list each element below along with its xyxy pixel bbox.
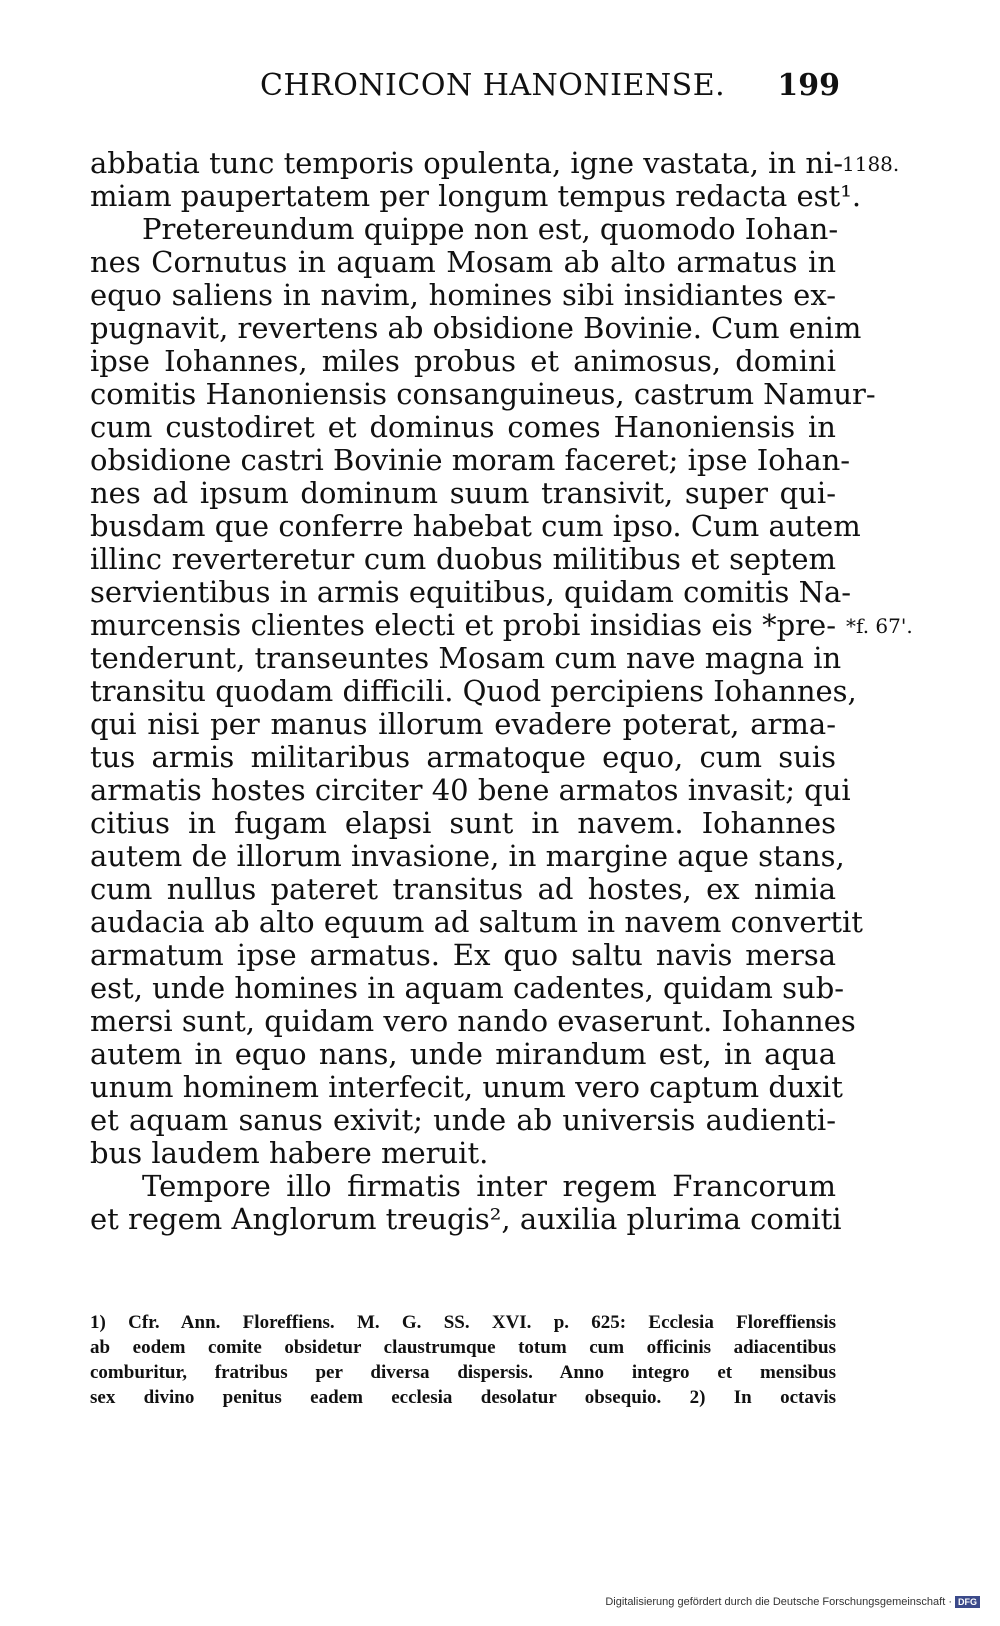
text-line: nes ad ipsum dominum suum transivit, super qui- xyxy=(90,476,836,510)
text-line: mersi sunt, quidam vero nando evaserunt. Iohannes xyxy=(90,1004,856,1038)
text-line: Tempore illo firmatis inter regem Francorum xyxy=(142,1169,836,1203)
digitization-credit xyxy=(605,1596,980,1608)
text-line: cum nullus pateret transitus ad hostes, ex nimia xyxy=(90,872,836,906)
margin-folio: *f. 67'. xyxy=(846,614,913,638)
running-title: CHRONICON HANONIENSE. xyxy=(260,68,726,103)
text-line: tenderunt, transeuntes Mosam cum nave magna in xyxy=(90,641,842,675)
dfg-logo: DFG xyxy=(955,1596,980,1608)
footnote-line: sex divino penitus eadem ecclesia desolatur obsequio. 2) In octavis xyxy=(90,1387,836,1408)
text-line: transitu quodam difficili. Quod percipiens Iohannes, xyxy=(90,674,857,708)
running-header xyxy=(240,68,840,118)
text-line: comitis Hanoniensis consanguineus, castrum Namur- xyxy=(90,377,876,411)
text-line: armatis hostes circiter 40 bene armatos invasit; qui xyxy=(90,773,851,807)
text-line: miam paupertatem per longum tempus redacta est¹. xyxy=(90,179,862,213)
text-line: busdam que conferre habebat cum ipso. Cum autem xyxy=(90,509,861,543)
footnote-line: ab eodem comite obsidetur claustrumque totum cum officinis adiacentibus xyxy=(90,1337,836,1358)
text-line: bus laudem habere meruit. xyxy=(90,1136,489,1170)
page-number: 199 xyxy=(777,68,840,103)
text-line: et aquam sanus exivit; unde ab universis audienti- xyxy=(90,1103,836,1137)
text-line: qui nisi per manus illorum evadere poterat, arma- xyxy=(90,707,836,741)
text-line: unum hominem interfecit, unum vero captum duxit xyxy=(90,1070,843,1104)
text-line: audacia ab alto equum ad saltum in navem convertit xyxy=(90,905,863,939)
text-line: armatum ipse armatus. Ex quo saltu navis mersa xyxy=(90,938,836,972)
footnote-line: comburitur, fratribus per diversa dispersis. Anno integro et mensibus xyxy=(90,1362,836,1383)
text-line: equo saliens in navim, homines sibi insidiantes ex- xyxy=(90,278,836,312)
text-line: illinc reverteretur cum duobus militibus et septem xyxy=(90,542,836,576)
text-line: abbatia tunc temporis opulenta, igne vastata, in ni- xyxy=(90,146,844,180)
credit-text: Digitalisierung gefördert durch die Deutsche Forschungsgemeinschaft · xyxy=(605,1596,952,1608)
text-line: autem in equo nans, unde mirandum est, in aqua xyxy=(90,1037,836,1071)
text-line: nes Cornutus in aquam Mosam ab alto armatus in xyxy=(90,245,836,279)
text-line: murcensis clientes electi et probi insidias eis *pre- xyxy=(90,608,836,642)
text-line: citius in fugam elapsi sunt in navem. Iohannes xyxy=(90,806,836,840)
text-line: est, unde homines in aquam cadentes, quidam sub- xyxy=(90,971,845,1005)
text-line: autem de illorum invasione, in margine aque stans, xyxy=(90,839,845,873)
text-line: cum custodiret et dominus comes Hanoniensis in xyxy=(90,410,836,444)
margin-year: 1188. xyxy=(842,152,900,176)
text-line: obsidione castri Bovinie moram faceret; ipse Iohan- xyxy=(90,443,851,477)
footnote-line: 1) Cfr. Ann. Floreffiens. M. G. SS. XVI. p. 625: Ecclesia Floreffiensis xyxy=(90,1312,836,1333)
text-line: tus armis militaribus armatoque equo, cum suis xyxy=(90,740,836,774)
text-line: et regem Anglorum treugis², auxilia plurima comiti xyxy=(90,1202,842,1236)
text-line: ipse Iohannes, miles probus et animosus, domini xyxy=(90,344,836,378)
text-line: Pretereundum quippe non est, quomodo Iohan- xyxy=(142,212,839,246)
text-line: pugnavit, revertens ab obsidione Bovinie. Cum enim xyxy=(90,311,862,345)
text-line: servientibus in armis equitibus, quidam comitis Na- xyxy=(90,575,852,609)
